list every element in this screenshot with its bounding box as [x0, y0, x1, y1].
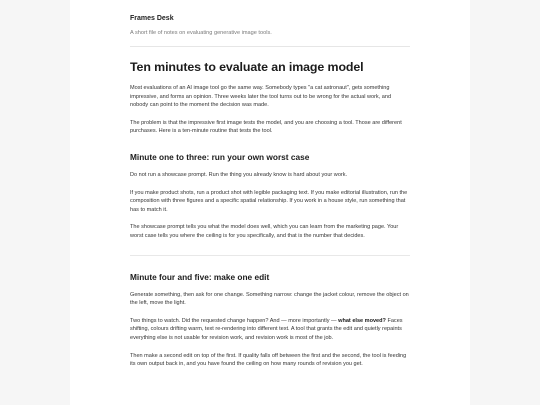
section2-paragraph: [130, 317, 410, 343]
article-title: Ten minutes to evaluate an image model: [130, 60, 364, 74]
page: [70, 0, 470, 405]
intro-paragraph: Most evaluations of an AI image tool go the same way. Somebody types "a cat astronaut", gets something impressive, and forms an opinion. Three weeks later the tool turns out to be wrong for the actual work, and nobody can point to the moment the decision was made.: [130, 85, 392, 109]
header-divider: [130, 46, 410, 47]
site-header: [130, 14, 410, 37]
section1-paragraph: If you make product shots, run a product shot with legible packaging text. If you make editorial illustration, run the composition with three figures and a specific spatial relationship. If you work in a house style, run something that has to match it.: [130, 189, 408, 213]
site-tagline: A short file of notes on evaluating generative image tools.: [130, 30, 272, 36]
section-heading-worst-case: Minute one to three: run your own worst case: [130, 151, 310, 162]
section1-paragraph: The showcase prompt tells you what the model does well, which you can learn from the marketing page. Your worst case tells you where the ceiling is for you specifically, and that is the number that decides.: [130, 224, 399, 239]
intro-paragraph: The problem is that the impressive first image tests the model, and you are choosing a tool. Those are different purchases. Here is a ten-minute routine that tests the tool.: [130, 119, 402, 135]
article: [130, 60, 410, 378]
text-run: Two things to watch. Did the requested change happen? And — more importantly —: [130, 317, 339, 324]
text-run: Faces shifting, colours drifting warm, text re-rendering into different text. A tool that grants the edit and quietly repaints everything else is not usable for revision work, and revision work is most of the job.: [130, 317, 403, 341]
section-heading-make-one-edit: Minute four and five: make one edit: [130, 271, 270, 282]
section2-paragraph: Then make a second edit on top of the first. If quality falls off between the first and the second, the tool is feeding its own output back in, and you have found the ceiling on how many rounds of revision you get.: [130, 352, 407, 368]
section-divider: [130, 255, 410, 256]
section1-paragraph: Do not run a showcase prompt. Run the thing you already know is hard about your work.: [130, 171, 348, 178]
site-title[interactable]: Frames Desk: [130, 15, 174, 22]
section2-paragraph: Generate something, then ask for one change. Something narrow: change the jacket colour, remove the object on the left, move the light.: [130, 291, 409, 307]
emphasis-what-else-moved: what else moved?: [338, 317, 386, 324]
